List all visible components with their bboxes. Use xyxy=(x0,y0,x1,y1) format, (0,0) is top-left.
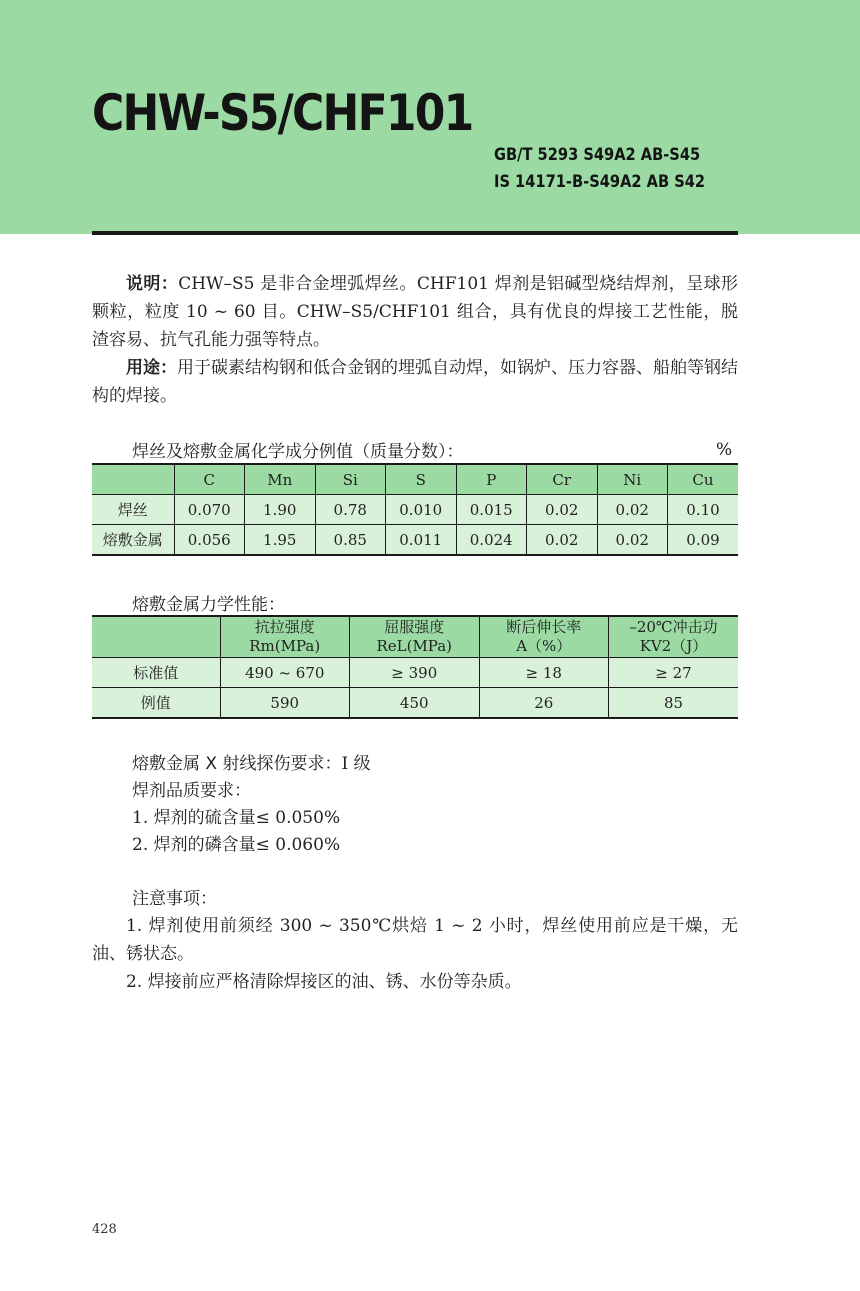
table-row xyxy=(92,525,738,556)
notes-block xyxy=(92,886,738,913)
table-cell: 0.011 xyxy=(386,525,457,556)
chemical-header-cell: C xyxy=(174,464,245,495)
notes-label: 注意事项： xyxy=(132,889,217,909)
chemical-title: 焊丝及熔敷金属化学成分例值（质量分数）： xyxy=(132,442,464,462)
header-line-1: 屈服强度 xyxy=(384,618,445,636)
table-cell: ≥ 27 xyxy=(609,658,739,688)
page-number: 428 xyxy=(92,1222,117,1237)
table-cell: 0.78 xyxy=(315,495,386,525)
description-text: CHW–S5 是非合金埋弧焊丝。CHF101 焊剂是铝碱型烧结焊剂，呈球形颗粒，粒度 10 ~ 60 目。CHW–S5/CHF101 组合，具有优良的焊接工艺性能，脱渣容易、抗气孔能力强等特点。 xyxy=(92,274,739,350)
mechanical-header-row xyxy=(92,616,738,658)
xray-line xyxy=(92,751,738,778)
table-cell: 1.95 xyxy=(245,525,316,556)
table-cell: 熔敷金属 xyxy=(92,525,174,556)
header-line-2: KV2（J） xyxy=(639,637,708,655)
description-label: 说明： xyxy=(126,274,179,294)
table-cell: 焊丝 xyxy=(92,495,174,525)
table-cell: 450 xyxy=(350,688,480,719)
chemical-header-cell: Mn xyxy=(245,464,316,495)
description-paragraph xyxy=(92,270,738,354)
standards-block xyxy=(494,142,705,196)
table-cell: ≥ 18 xyxy=(479,658,609,688)
table-cell: 1.90 xyxy=(245,495,316,525)
mechanical-header-cell xyxy=(350,616,480,658)
xray-value: I 级 xyxy=(341,754,371,774)
table-cell: 0.85 xyxy=(315,525,386,556)
table-cell: 0.02 xyxy=(597,525,668,556)
header-line-1: 抗拉强度 xyxy=(254,618,315,636)
table-cell: 0.09 xyxy=(668,525,739,556)
table-cell: 0.02 xyxy=(597,495,668,525)
chemical-header-cell: Cu xyxy=(668,464,739,495)
standard-gb: GB/T 5293 S49A2 AB-S45 xyxy=(494,145,701,165)
header-line-2: Rm(MPa) xyxy=(249,637,321,655)
table-cell: 590 xyxy=(220,688,350,719)
chemical-header-cell: Cr xyxy=(527,464,598,495)
table-cell: 490 ~ 670 xyxy=(220,658,350,688)
chemical-header-cell: S xyxy=(386,464,457,495)
description-block xyxy=(92,270,738,410)
table-cell: 0.056 xyxy=(174,525,245,556)
table-cell: 0.02 xyxy=(527,495,598,525)
flux-label: 焊剂品质要求： xyxy=(132,781,251,801)
header-band xyxy=(0,0,860,234)
page-title: CHW-S5/CHF101 xyxy=(92,84,473,142)
table-row xyxy=(92,495,738,525)
standard-is: IS 14171-B-S49A2 AB S42 xyxy=(494,172,706,192)
list-item: 1. 焊剂使用前须经 300 ~ 350℃烘焙 1 ~ 2 小时，焊丝使用前应是干燥，无油、锈状态。 xyxy=(92,916,738,964)
header-line-1: –20℃冲击功 xyxy=(629,618,718,636)
usage-text: 用于碳素结构钢和低合金钢的埋弧自动焊，如锅炉、压力容器、船舶等钢结构的焊接。 xyxy=(92,358,738,406)
chemical-header-cell xyxy=(92,464,174,495)
header-line-2: ReL(MPa) xyxy=(376,637,453,655)
chemical-header-cell: P xyxy=(456,464,527,495)
header-line-2: A（%） xyxy=(516,637,572,655)
chemical-unit: % xyxy=(716,440,733,460)
header-line-1: 断后伸长率 xyxy=(506,618,582,636)
usage-paragraph xyxy=(92,354,738,410)
mechanical-header-cell xyxy=(479,616,609,658)
table-cell: 例值 xyxy=(92,688,220,719)
table-cell: 0.070 xyxy=(174,495,245,525)
mechanical-title: 熔敷金属力学性能： xyxy=(132,595,285,615)
list-item: 1. 焊剂的硫含量≤ 0.050% xyxy=(132,808,341,828)
table-cell: 0.02 xyxy=(527,525,598,556)
mechanical-header-cell xyxy=(609,616,739,658)
list-item: 2. 焊接前应严格清除焊接区的油、锈、水份等杂质。 xyxy=(126,972,522,992)
chemical-header-cell: Ni xyxy=(597,464,668,495)
table-cell: ≥ 390 xyxy=(350,658,480,688)
table-cell: 0.10 xyxy=(668,495,739,525)
table-cell: 85 xyxy=(609,688,739,719)
chemical-table xyxy=(92,463,738,556)
table-cell: 0.015 xyxy=(456,495,527,525)
table-cell: 0.010 xyxy=(386,495,457,525)
table-row xyxy=(92,658,738,688)
table-cell: 标准值 xyxy=(92,658,220,688)
xray-label: 熔敷金属 X 射线探伤要求： xyxy=(132,754,342,774)
table-cell: 0.024 xyxy=(456,525,527,556)
chemical-header-cell: Si xyxy=(315,464,386,495)
mechanical-table xyxy=(92,615,738,719)
mechanical-header-cell xyxy=(220,616,350,658)
list-item: 2. 焊剂的磷含量≤ 0.060% xyxy=(132,835,341,855)
usage-label: 用途： xyxy=(126,358,177,378)
title-rule xyxy=(92,231,738,235)
chemical-header-row xyxy=(92,464,738,495)
requirements-block xyxy=(92,751,738,859)
table-row xyxy=(92,688,738,719)
table-cell: 26 xyxy=(479,688,609,719)
mechanical-header-cell xyxy=(92,616,220,658)
notes-items xyxy=(92,912,738,996)
